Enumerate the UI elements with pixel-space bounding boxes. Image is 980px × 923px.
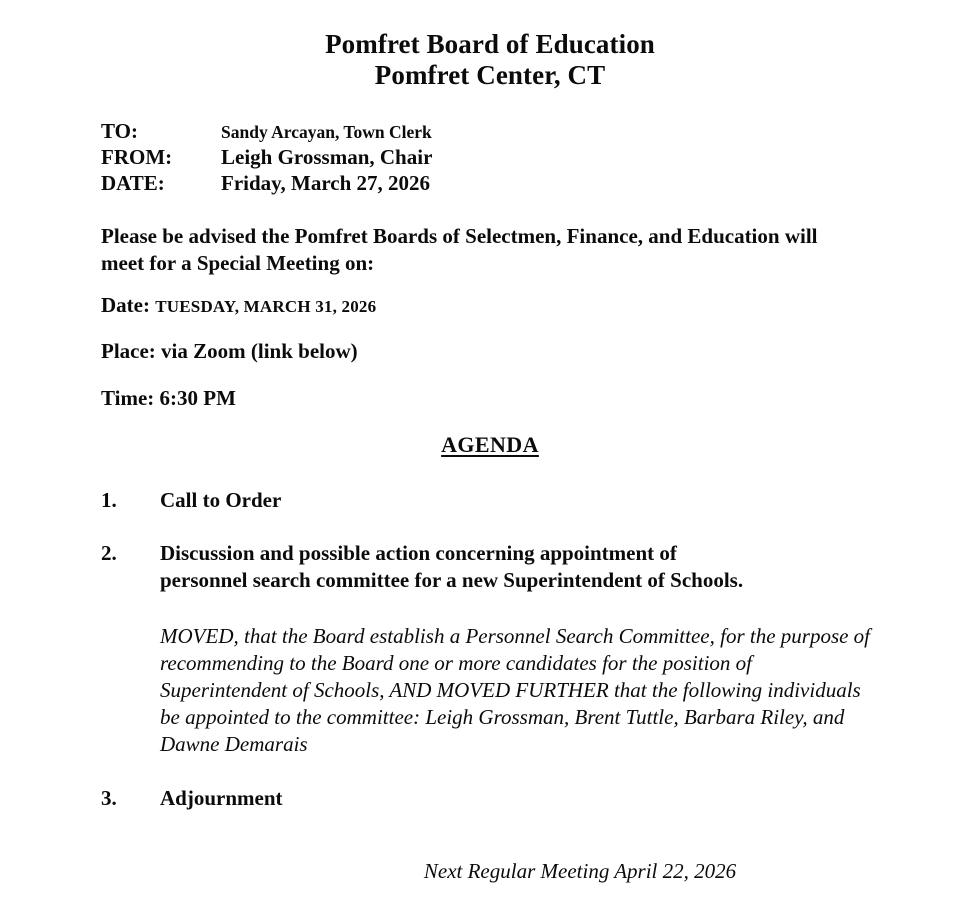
- agenda-item-1-text: Call to Order: [160, 488, 282, 512]
- meeting-date-label: Date:: [101, 293, 156, 317]
- memo-row-date: [101, 170, 801, 196]
- agenda-item-1-number: 1.: [101, 488, 117, 512]
- footer-note: [0, 858, 980, 884]
- agenda-item-2: [101, 540, 891, 758]
- agenda-item-3: [101, 785, 891, 812]
- agenda-item-2-body: [160, 540, 891, 758]
- agenda-item-2-number: 2.: [101, 541, 117, 565]
- meeting-details-block: [101, 292, 801, 411]
- memo-value-date: Friday, March 27, 2026: [221, 171, 431, 195]
- memo-label-from: FROM:: [101, 145, 173, 169]
- meeting-place-line: Place: via Zoom (link below): [101, 339, 358, 363]
- agenda-item-1-body: [160, 487, 891, 514]
- agenda-spacer-1: [101, 514, 891, 540]
- agenda-spacer-2: [101, 785, 891, 812]
- meeting-date-value: TUESDAY, MARCH 31, 2026: [155, 297, 377, 316]
- agenda-heading: [0, 432, 980, 458]
- memo-row-to: [101, 118, 801, 144]
- memo-header-block: [101, 118, 801, 196]
- document-title-block: [0, 29, 980, 91]
- agenda-item-list: [101, 487, 891, 812]
- memo-value-from: Leigh Grossman, Chair: [221, 145, 433, 169]
- agenda-heading-text: AGENDA: [441, 432, 539, 457]
- meeting-time-line: Time: 6:30 PM: [101, 386, 236, 410]
- memo-value-to: Sandy Arcayan, Town Clerk: [221, 122, 432, 142]
- footer-note-text: Next Regular Meeting April 22, 2026: [423, 859, 737, 883]
- page-title-line-1: Pomfret Board of Education: [325, 29, 655, 59]
- agenda-item-1: [101, 487, 891, 514]
- memo-row-from: [101, 144, 801, 170]
- agenda-item-2-motion-text: MOVED, that the Board establish a Personnel Search Committee, for the purpose of recommending to the Board one or more candidates for the position of Superintendent of Schools, AND MOVED FURTHER that the following individuals be appointed to the committee: Leigh Grossman, Brent Tuttle, Barbara Riley, and Dawne Demarais: [160, 624, 871, 756]
- memo-label-date: DATE:: [101, 171, 165, 195]
- memo-label-to: TO:: [101, 119, 138, 143]
- agenda-item-3-number: 3.: [101, 786, 117, 810]
- agenda-item-3-text: Adjournment: [160, 786, 283, 810]
- agenda-item-3-body: [160, 785, 891, 812]
- page-title-line-2: Pomfret Center, CT: [374, 60, 606, 90]
- advisory-paragraph: Please be advised the Pomfret Boards of Selectmen, Finance, and Education will meet for a Special Meeting on:: [101, 224, 818, 275]
- meeting-date-line: [101, 292, 801, 320]
- agenda-item-2-text: Discussion and possible action concerning appointment of personnel search committee for a new Superintendent of Schools.: [160, 541, 744, 592]
